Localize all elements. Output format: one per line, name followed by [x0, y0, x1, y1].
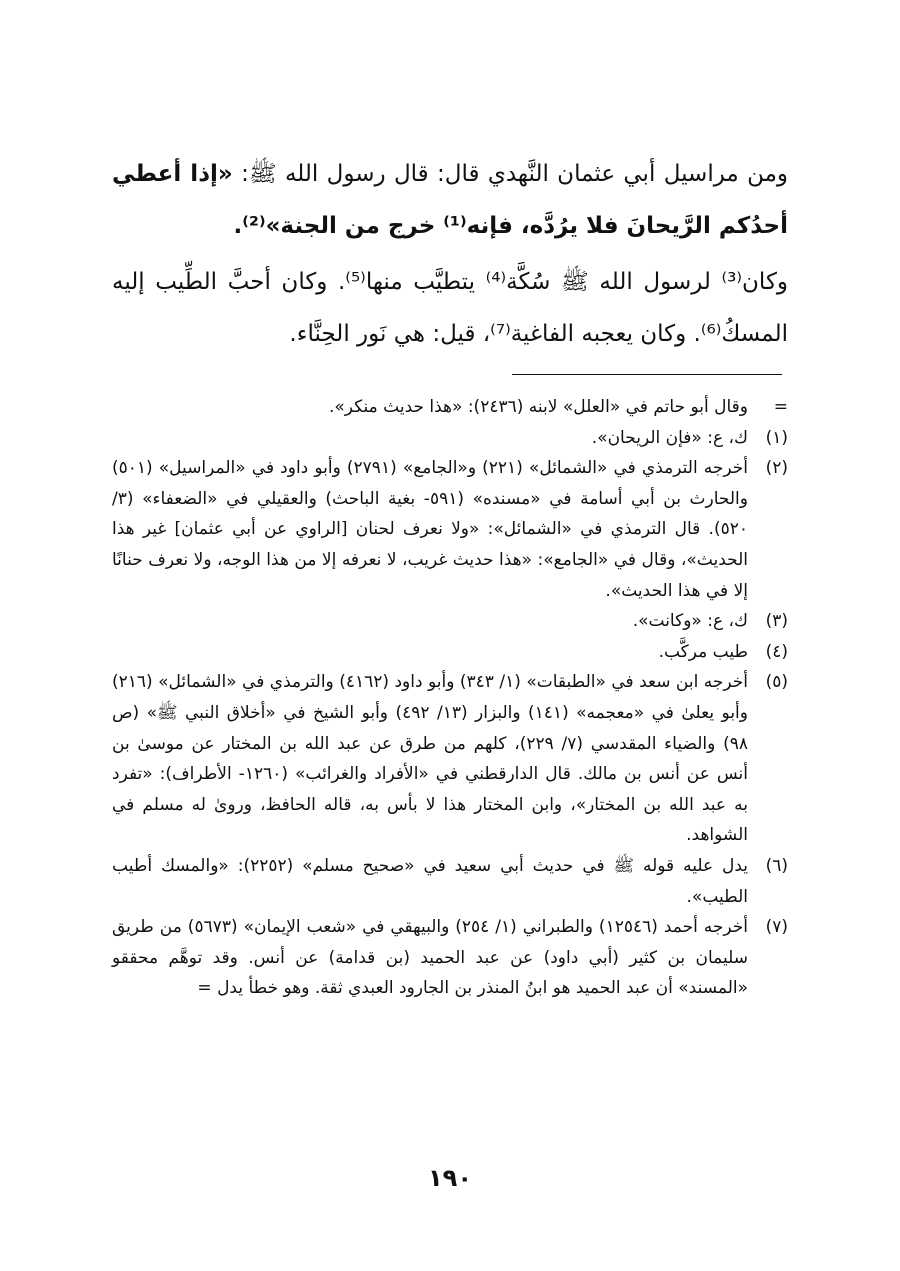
footnote-divider: [512, 374, 782, 375]
footnote-number: (٤): [765, 641, 788, 662]
footnote-text: يدل عليه قوله ﷺ في حديث أبي سعيد في «صحيح مسلم» (٢٢٥٢): «والمسك أطيب الطيب».: [112, 855, 749, 907]
footnote-number: (٥): [765, 672, 788, 693]
main-paragraph-2: وكان⁽³⁾ لرسول الله ﷺ سُكَّة⁽⁴⁾ يتطيَّب منها⁽⁵⁾. وكان أحبَّ الطِّيب إليه المسكُ⁽⁶⁾. وكان يعجبه الفاغية⁽⁷⁾، قيل: هي نَور الحِنَّاء.: [112, 269, 788, 347]
footnote-number: (٧): [765, 917, 788, 938]
page-number: ١٩٠: [428, 1164, 472, 1192]
footnote-7: [112, 912, 788, 1004]
footnote-text: أخرجه أحمد (١٢٥٤٦) والطبراني (١/ ٢٥٤) والبيهقي في «شعب الإيمان» (٥٦٧٣) من طريق سليمان بن كثير (أبي داود) عن عبد الحميد (بن قدامة) عن أنس. وقد توهَّم محققو «المسند» أن عبد الحميد هو ابنُ المنذر بن الجارود العبدي ثقة. وهو خطأ يدل =: [112, 917, 748, 999]
footnote-number: (١): [765, 427, 788, 448]
footnote-text: ك، ع: «وكانت».: [632, 611, 748, 632]
hadith-quote: «إذا أعطي أحدُكم الرَّيحانَ فلا يرُدَّه، فإنه⁽¹⁾ خرج من الجنة»⁽²⁾.: [112, 161, 788, 239]
main-paragraph-1: [112, 148, 788, 252]
footnote-text: طيب مركَّب.: [658, 641, 748, 662]
footnote-number: (٦): [765, 855, 788, 876]
footnote-continuation: [112, 392, 788, 423]
footnote-text: ك، ع: «فإن الريحان».: [591, 427, 748, 448]
footnote-5: [112, 667, 788, 851]
footnote-1: [112, 423, 788, 454]
footnote-number: =: [773, 397, 788, 417]
main-text: [112, 148, 788, 364]
footnote-number: (٣): [765, 611, 788, 632]
paragraph-1-plain: ومن مراسيل أبي عثمان النَّهدي قال: قال رسول الله ﷺ:: [232, 161, 788, 187]
footnote-text: وقال أبو حاتم في «العلل» لابنه (٢٤٣٦): «هذا حديث منكر».: [328, 397, 748, 417]
footnote-text: أخرجه ابن سعد في «الطبقات» (١/ ٣٤٣) وأبو داود (٤١٦٢) والترمذي في «الشمائل» (٢١٦) وأبو يعلىٰ في «معجمه» (١٤١) والبزار (١٣/ ٤٩٢) وأبو الشيخ في «أخلاق النبي ﷺ» (ص ٩٨) والضياء المقدسي (٧/ ٢٢٩)، كلهم من طرق عن عبد الله بن المختار عن موسىٰ بن أنس عن أنس بن مالك. قال الدارقطني في «الأفراد والغرائب» (١٢٦٠- الأطراف): «تفرد به عبد الله بن المختار»، وابن المختار هذا لا بأس به، قاله الحافظ، وروىٰ له مسلم في الشواهد.: [112, 672, 749, 846]
footnote-3: [112, 606, 788, 637]
footnote-text: أخرجه الترمذي في «الشمائل» (٢٢١) و«الجامع» (٢٧٩١) وأبو داود في «المراسيل» (٥٠١) والحارث بن أبي أسامة في «مسنده» (٥٩١- بغية الباحث) والعقيلي في «الضعفاء» (٣/ ٥٢٠). قال الترمذي في «الشمائل»: «ولا نعرف لحنان [الراوي عن أبي عثمان] غير هذا الحديث»، وقال في «الجامع»: «هذا حديث غريب، لا نعرفه إلا من هذا الوجه، ولا نعرف حنانًا إلا في هذا الحديث».: [112, 458, 749, 601]
footnotes: [112, 392, 788, 1004]
footnote-2: [112, 453, 788, 606]
footnote-6: [112, 851, 788, 912]
footnote-4: [112, 637, 788, 668]
footnote-number: (٢): [765, 458, 788, 479]
